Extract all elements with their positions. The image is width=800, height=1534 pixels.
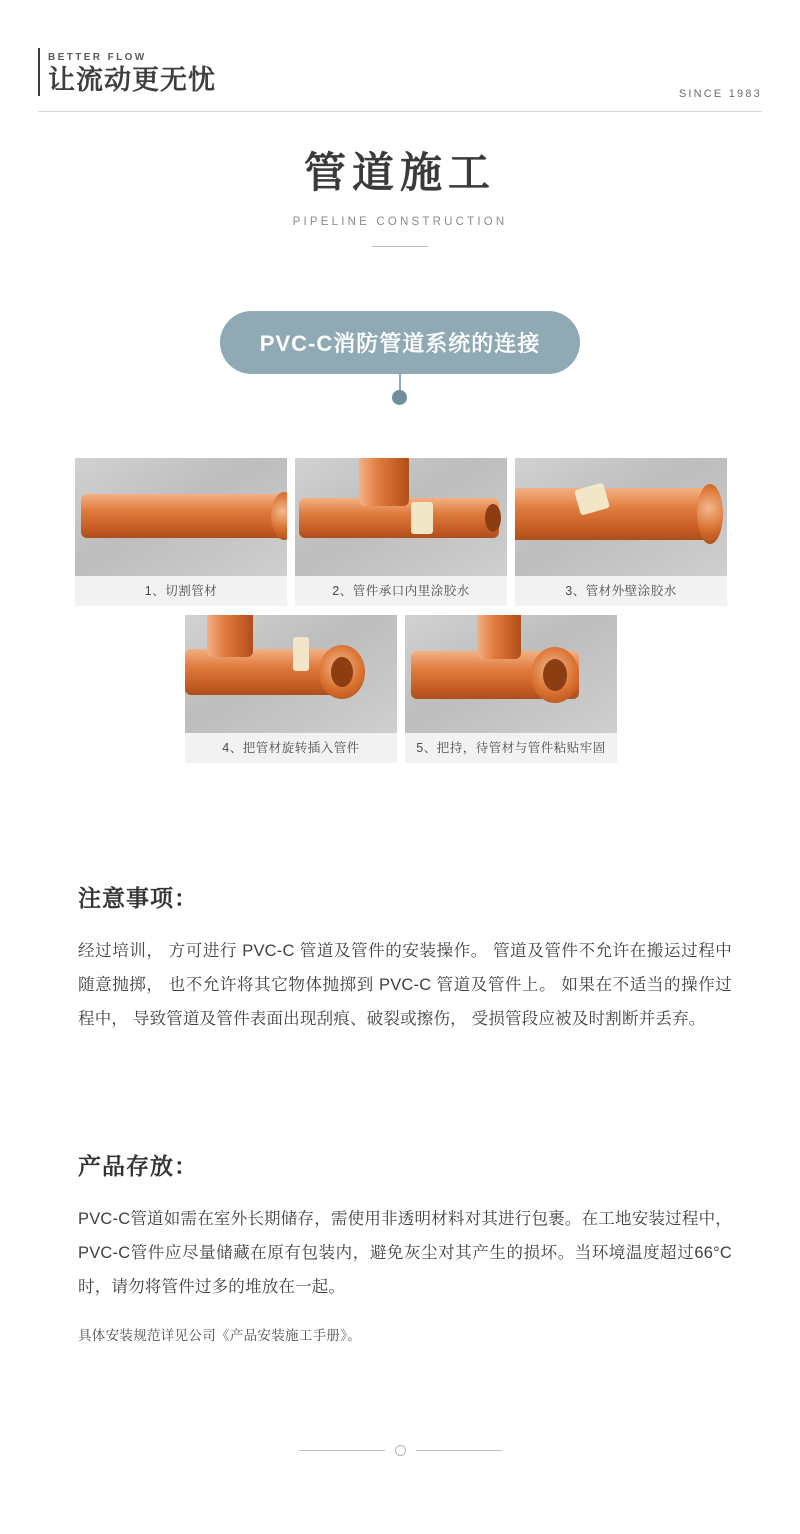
notes-body: 经过培训， 方可进行 PVC-C 管道及管件的安装操作。 管道及管件不允许在搬运过程中随意抛掷， 也不允许将其它物体抛掷到 PVC-C 管道及管件上。 如果在不适当的操作过程中， 导致管道及管件表面出现刮痕、破裂或擦伤， 受损管段应被及时割断并丢弃。 [78, 942, 732, 1028]
footer-line-right [416, 1450, 502, 1451]
storage-note: 具体安装规范详见公司《产品安装施工手册》。 [78, 1328, 362, 1344]
step-photo-4 [185, 615, 397, 733]
brand-logo [38, 52, 248, 94]
title-divider [372, 246, 428, 247]
page-title: 管道施工 [303, 151, 496, 197]
step-card-1 [75, 458, 287, 606]
step-card-2 [295, 458, 507, 606]
brand-tagline-cn: 让流动更无忧 [48, 65, 216, 95]
step-card-3 [515, 458, 727, 606]
storage-section [78, 1148, 732, 1344]
steps-row-1 [71, 458, 731, 606]
page-subtitle: PIPELINE CONSTRUCTION [292, 216, 508, 228]
pill-connector-dot [392, 390, 407, 405]
since-label: SINCE 1983 [678, 88, 762, 100]
step-photo-1 [75, 458, 287, 576]
storage-title: 产品存放： [78, 1154, 198, 1179]
step-card-4 [185, 615, 397, 763]
section-heading-pill: PVC-C消防管道系统的连接 [220, 311, 580, 374]
footer-line-left [299, 1450, 385, 1451]
footer-dot [395, 1445, 406, 1456]
step-caption-4: 4、把管材旋转插入管件 [185, 733, 397, 763]
brand-rule [38, 48, 40, 96]
storage-body: PVC-C管道如需在室外长期储存，需使用非透明材料对其进行包裹。在工地安装过程中，PVC-C管件应尽量储藏在原有包装内，避免灰尘对其产生的损坏。当环境温度超过66°C时，请勿将管件过多的堆放在一起。 [78, 1210, 732, 1296]
step-caption-1: 1、切割管材 [75, 576, 287, 606]
step-caption-3: 3、管材外壁涂胶水 [515, 576, 727, 606]
step-caption-5: 5、把持，待管材与管件粘贴牢固 [405, 733, 617, 763]
step-photo-2 [295, 458, 507, 576]
header-divider [38, 111, 762, 112]
steps-row-2 [71, 615, 731, 763]
page-title-block [0, 140, 800, 247]
page-header [38, 52, 762, 110]
notes-section [78, 880, 732, 1036]
step-photo-5 [405, 615, 617, 733]
notes-title: 注意事项： [78, 886, 198, 911]
section-heading-pill-wrap [0, 311, 800, 374]
steps-grid [71, 458, 731, 763]
step-photo-3 [515, 458, 727, 576]
step-card-5 [405, 615, 617, 763]
brand-tagline-en: BETTER FLOW [48, 52, 147, 63]
step-caption-2: 2、管件承口内里涂胶水 [295, 576, 507, 606]
page-footer-ornament [0, 1445, 800, 1456]
